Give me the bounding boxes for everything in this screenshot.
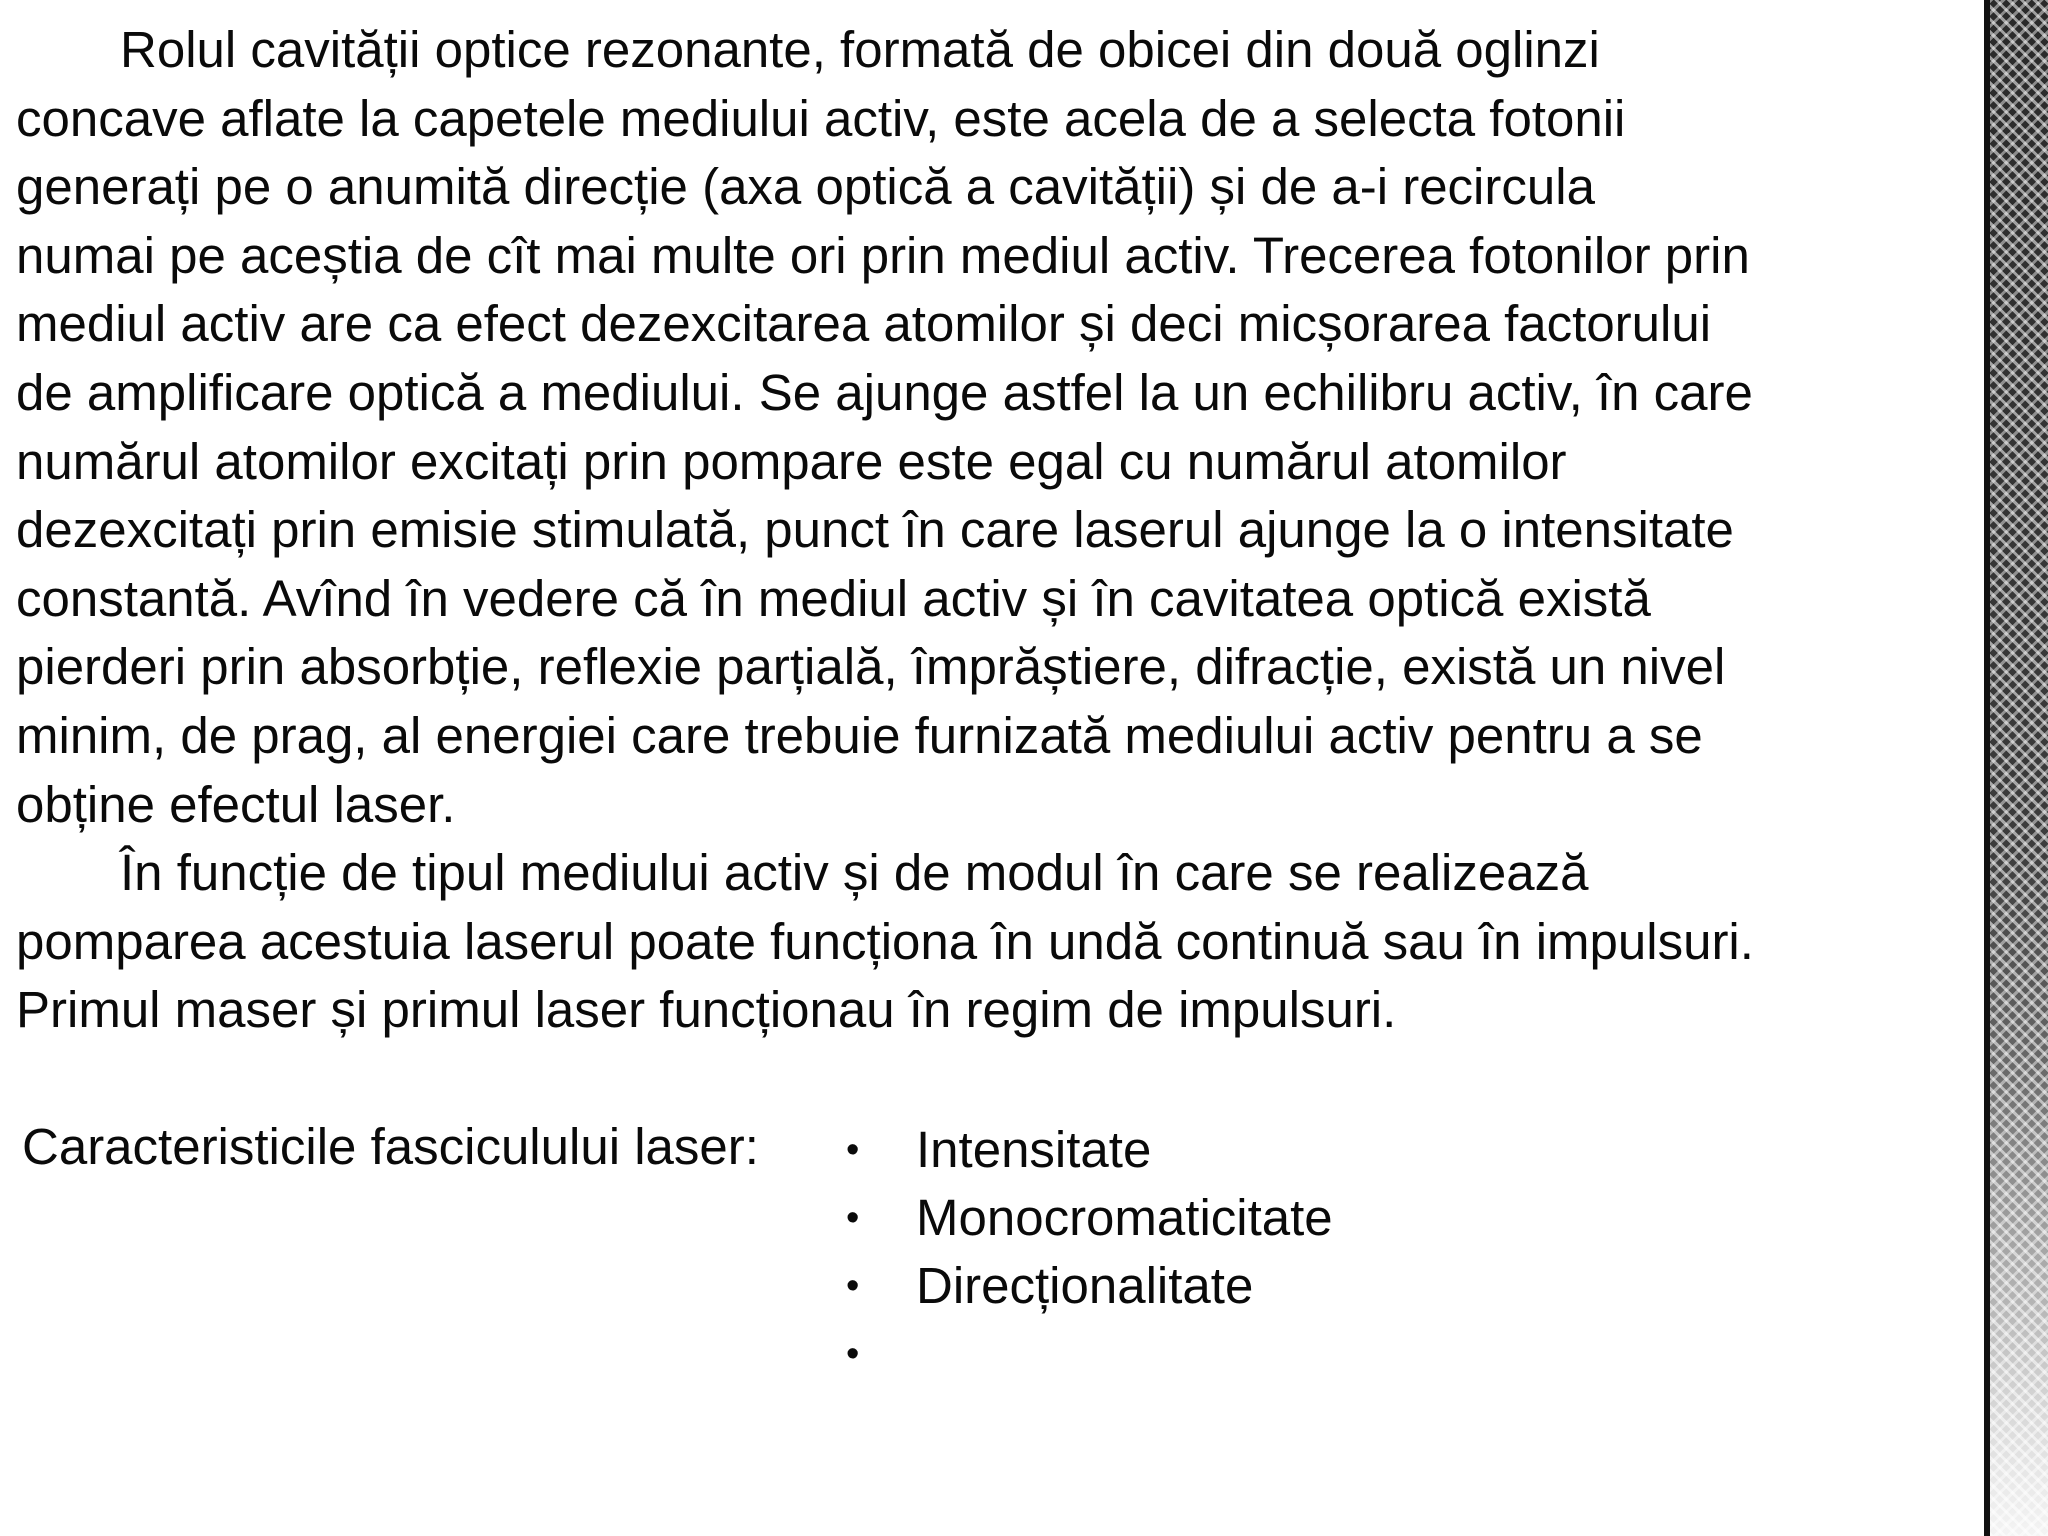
paragraph-1-line: numărul atomilor excitați prin pompare este egal cu numărul atomilor	[16, 432, 1567, 490]
list-item-text: Monocromaticitate	[916, 1189, 1333, 1246]
bullet-icon: •	[846, 1197, 860, 1239]
paragraph-1-line: de amplificare optică a mediului. Se ajunge astfel la un echilibru activ, în care	[16, 363, 1753, 421]
paragraph-1-line: generați pe o anumită direcție (axa optică a cavității) și de a-i recircula	[16, 158, 1595, 216]
paragraph-1-line: obține efectul laser.	[16, 775, 456, 833]
paragraph-1-line: minim, de prag, al energiei care trebuie furnizată mediului activ pentru a se	[16, 706, 1703, 764]
paragraph-2-line: În funcție de tipul mediului activ și de modul în care se realizează	[120, 844, 1589, 902]
bullet-icon: •	[846, 1265, 860, 1307]
bullet-icon: •	[846, 1129, 860, 1171]
body-text	[16, 16, 1976, 1045]
characteristics-label: Caracteristicile fasciculului laser:	[22, 1118, 759, 1175]
paragraph-1-line: Rolul cavității optice rezonante, formată de obicei din două oglinzi	[120, 21, 1600, 78]
paragraph-2-line: pomparea acestuia laserul poate funcționa în undă continuă sau în impulsuri.	[16, 912, 1754, 970]
bullet-icon: •	[846, 1333, 860, 1375]
paragraph-2-line: Primul maser și primul laser funcționau în regim de impulsuri.	[16, 981, 1397, 1039]
paragraph-1-line: dezexcitați prin emisie stimulată, punct în care laserul ajunge la o intensitate	[16, 501, 1734, 559]
paragraph-1-line: numai pe aceștia de cît mai multe ori prin mediul activ. Trecerea fotonilor prin	[16, 226, 1750, 284]
list-item-text: Direcționalitate	[916, 1257, 1254, 1314]
paragraph-1-line: concave aflate la capetele mediului activ, este acela de a selecta fotonii	[16, 89, 1626, 147]
paragraph-1-line: mediul activ are ca efect dezexcitarea atomilor și deci micșorarea factorului	[16, 295, 1712, 353]
paragraph-1-line: pierderi prin absorbție, reflexie parțială, împrăștiere, difracție, există un nivel	[16, 638, 1726, 696]
paragraph-1-line: constantă. Avînd în vedere că în mediul activ și în cavitatea optică există	[16, 569, 1651, 627]
decorative-side-strip	[1984, 0, 2048, 1536]
list-item-text: Intensitate	[916, 1121, 1152, 1178]
